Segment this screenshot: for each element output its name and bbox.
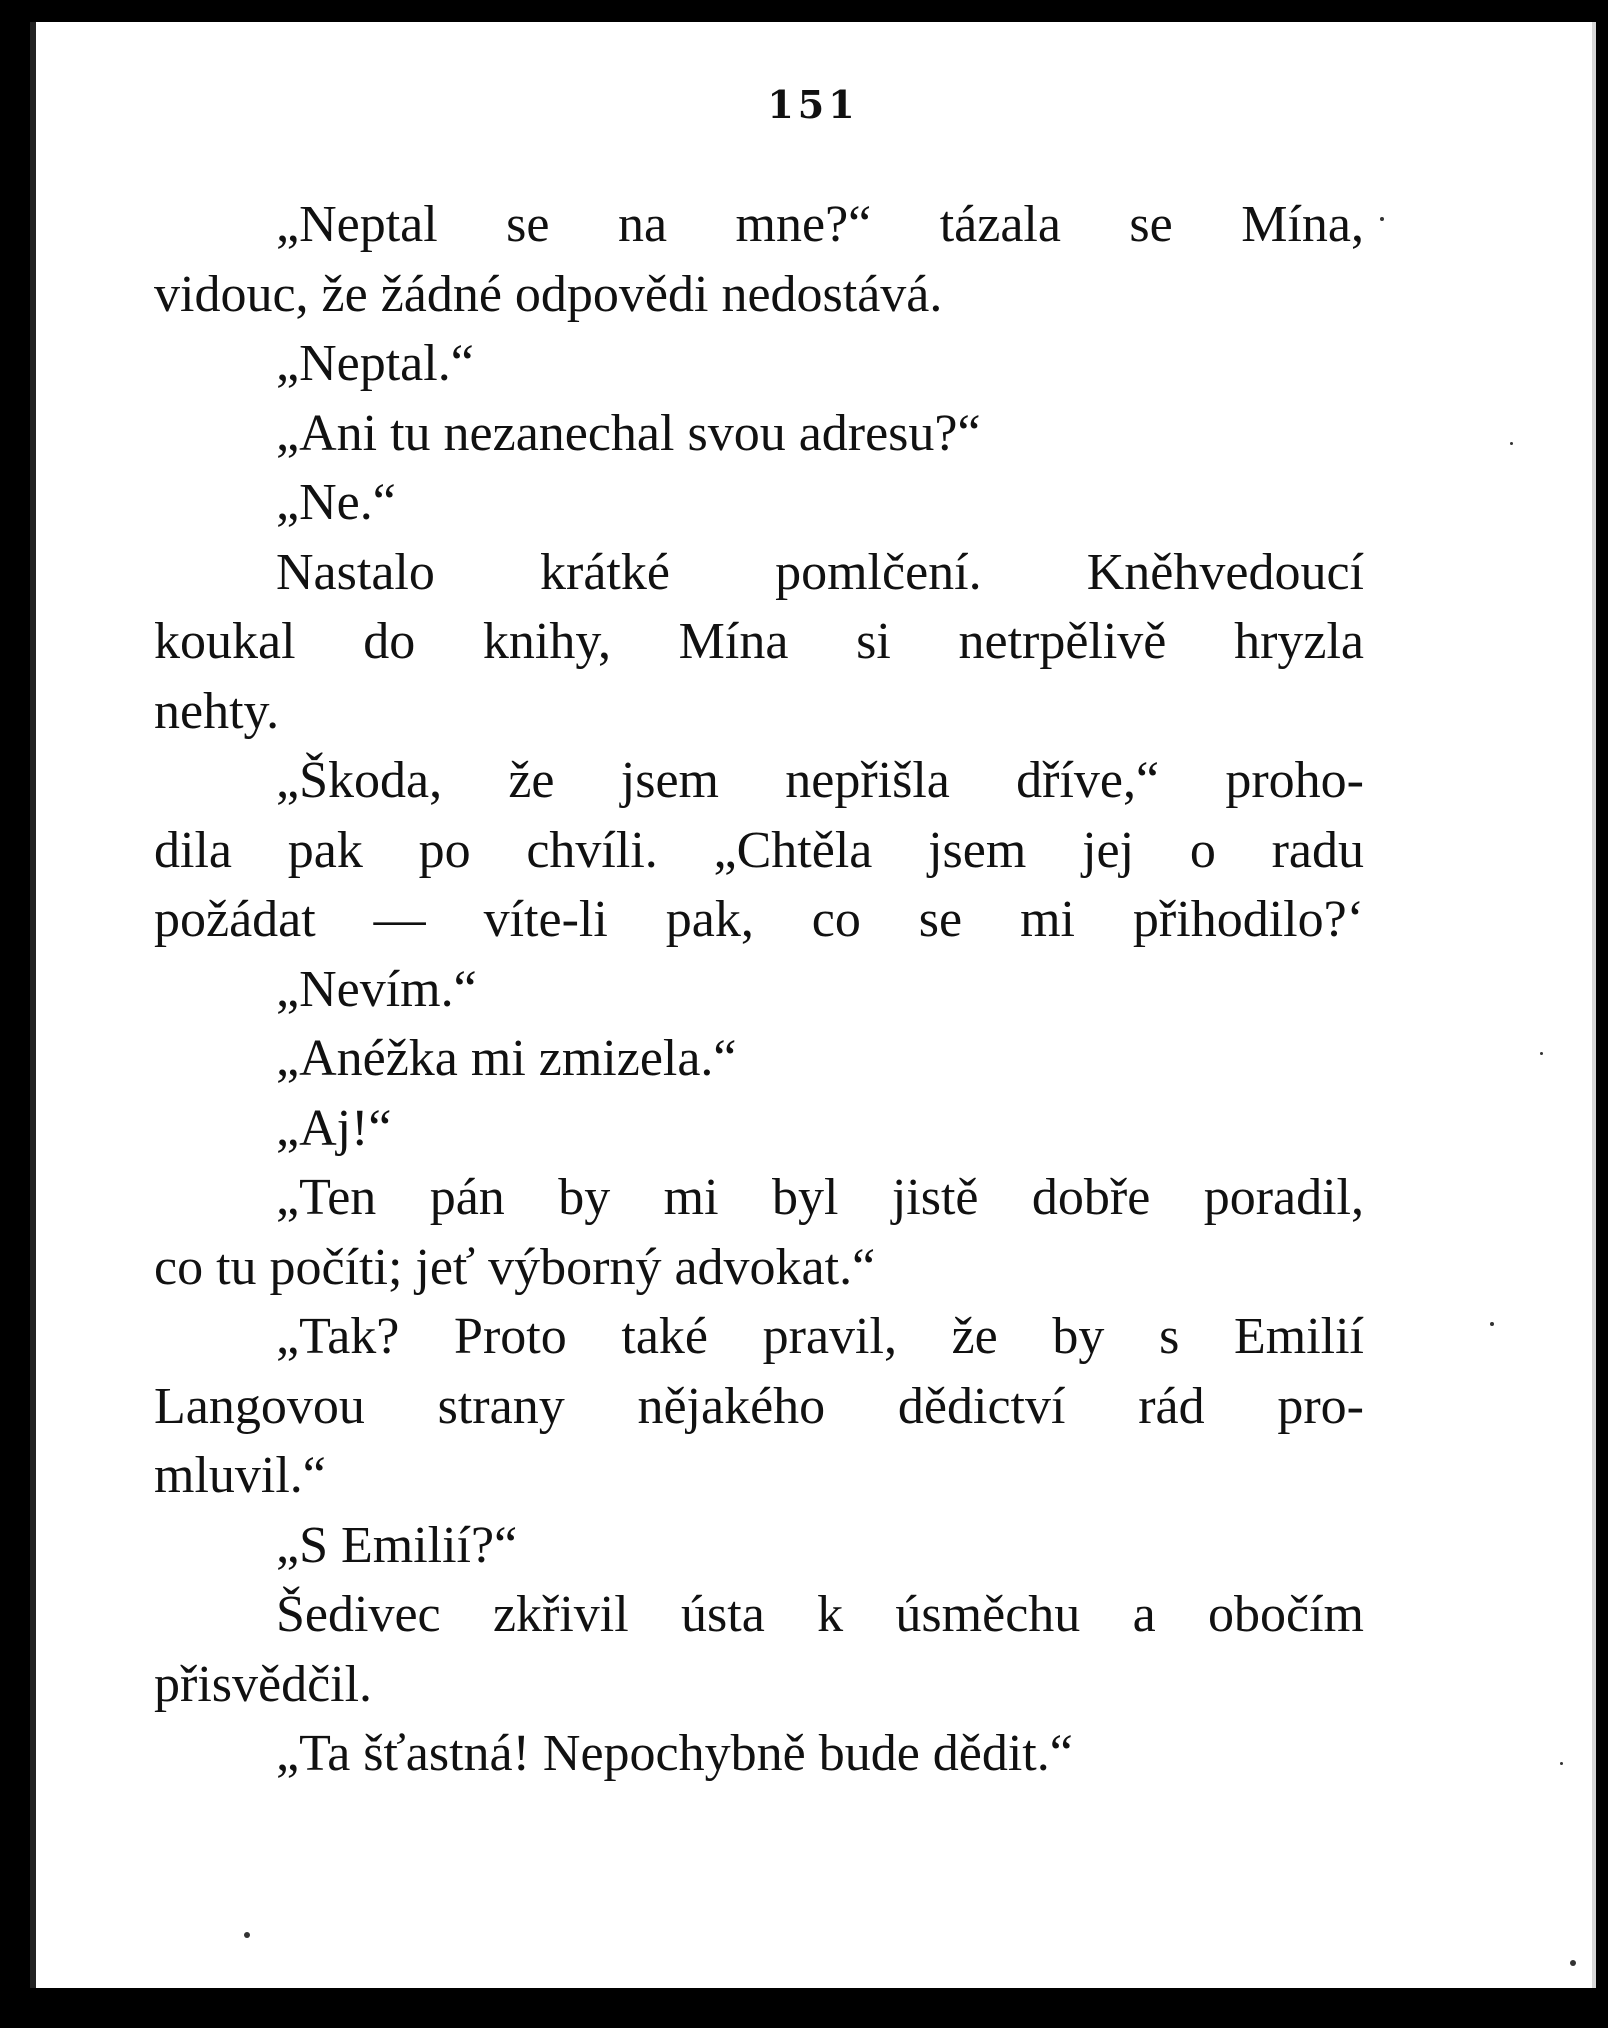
page-right-edge <box>1592 22 1596 1988</box>
paper-speck <box>1490 1322 1494 1326</box>
text-line: mluvil.“ <box>154 1447 326 1504</box>
book-page <box>30 22 1596 1988</box>
text-line: „Škoda, že jsem nepřišla dříve,“ proho- <box>276 752 1364 809</box>
text-line: „Ten pán by mi byl jistě dobře poradil, <box>276 1169 1364 1226</box>
text-line: „Nevím.“ <box>276 960 477 1018</box>
text-line: „Neptal se na mne?“ tázala se Mína, <box>276 196 1364 253</box>
text-line: „Neptal.“ <box>276 335 474 392</box>
text-line: co tu počíti; jeť výborný advokat.“ <box>154 1238 876 1296</box>
page-number: 151 <box>767 82 859 127</box>
text-line: „Ta šťastná! Nepochybně bude dědit.“ <box>276 1725 1073 1782</box>
paper-speck <box>1540 1052 1543 1055</box>
text-line: vidouc, že žádné odpovědi nedostává. <box>154 265 943 323</box>
text-line: „Ani tu nezanechal svou adresu?“ <box>276 404 981 462</box>
page-left-edge <box>30 22 36 1988</box>
text-line: Šedivec zkřivil ústa k úsměchu a obočím <box>276 1586 1364 1643</box>
text-line: nehty. <box>154 682 280 740</box>
text-line: „Ne.“ <box>276 474 396 531</box>
text-line: dila pak po chvíli. „Chtěla jsem jej o radu <box>154 821 1364 879</box>
text-line: „Aj!“ <box>276 1099 392 1157</box>
paper-speck <box>244 1932 250 1938</box>
text-line: přisvědčil. <box>154 1655 373 1713</box>
paper-speck <box>1570 1960 1576 1966</box>
text-line: „Anéžka mi zmizela.“ <box>276 1030 737 1087</box>
paper-speck <box>1510 442 1513 445</box>
paper-speck <box>1380 217 1384 221</box>
text-line: „Tak? Proto také pravil, že by s Emilií <box>276 1308 1364 1365</box>
text-line: „S Emilií?“ <box>276 1516 518 1574</box>
paper-speck <box>1560 1762 1563 1765</box>
text-line: Nastalo krátké pomlčení. Kněhvedoucí <box>276 543 1364 601</box>
body-text <box>154 190 1364 1789</box>
text-line: Langovou strany nějakého dědictví rád pro- <box>154 1377 1364 1435</box>
text-line: koukal do knihy, Mína si netrpělivě hryzla <box>154 613 1364 670</box>
text-line: požádat — víte-li pak, co se mi přihodilo?‘ <box>154 891 1364 948</box>
